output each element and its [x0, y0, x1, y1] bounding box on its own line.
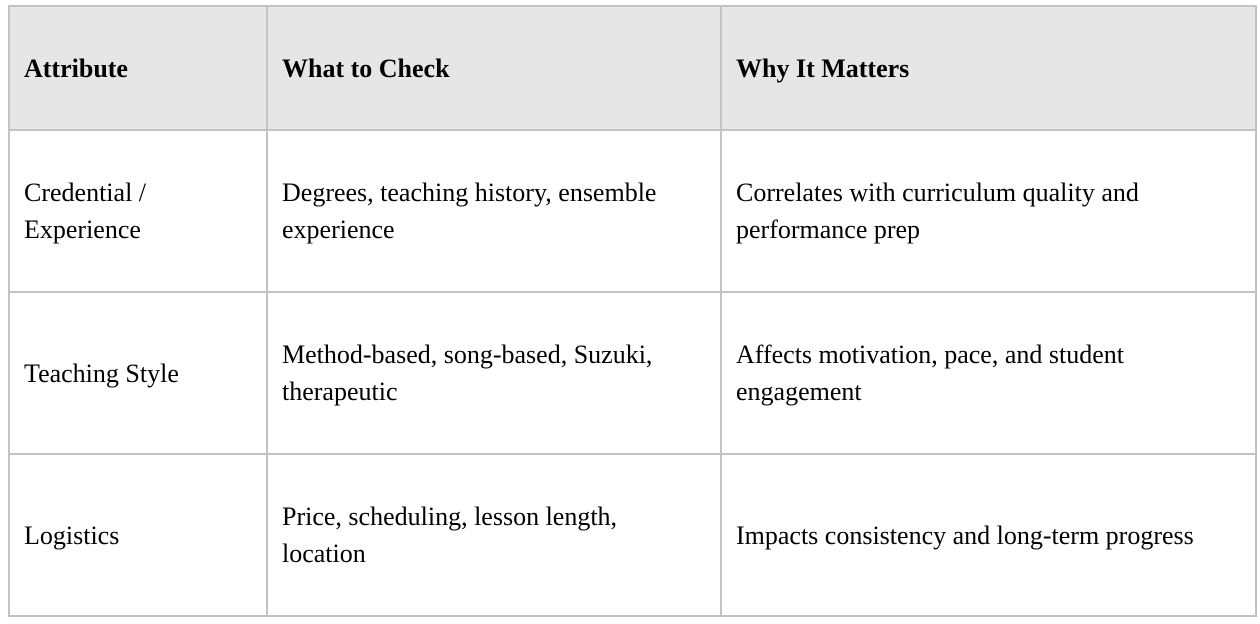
header-why-it-matters: Why It Matters: [721, 6, 1256, 130]
cell-what-to-check: Degrees, teaching history, ensemble experience: [267, 130, 721, 292]
table-row: [9, 292, 1256, 454]
cell-why-it-matters: Impacts consistency and long-term progress: [721, 454, 1256, 616]
header-attribute: Attribute: [9, 6, 267, 130]
table-row: [9, 130, 1256, 292]
attributes-table: [8, 5, 1257, 617]
cell-why-it-matters: Affects motivation, pace, and student engagement: [721, 292, 1256, 454]
table-header: [9, 6, 1256, 130]
cell-what-to-check: Method-based, song-based, Suzuki, therapeutic: [267, 292, 721, 454]
table-row: [9, 454, 1256, 616]
cell-attribute: Teaching Style: [9, 292, 267, 454]
header-row: [9, 6, 1256, 130]
cell-what-to-check: Price, scheduling, lesson length, location: [267, 454, 721, 616]
table-body: [9, 130, 1256, 616]
cell-why-it-matters: Correlates with curriculum quality and performance prep: [721, 130, 1256, 292]
cell-attribute: Logistics: [9, 454, 267, 616]
header-what-to-check: What to Check: [267, 6, 721, 130]
cell-attribute: Credential / Experience: [9, 130, 267, 292]
